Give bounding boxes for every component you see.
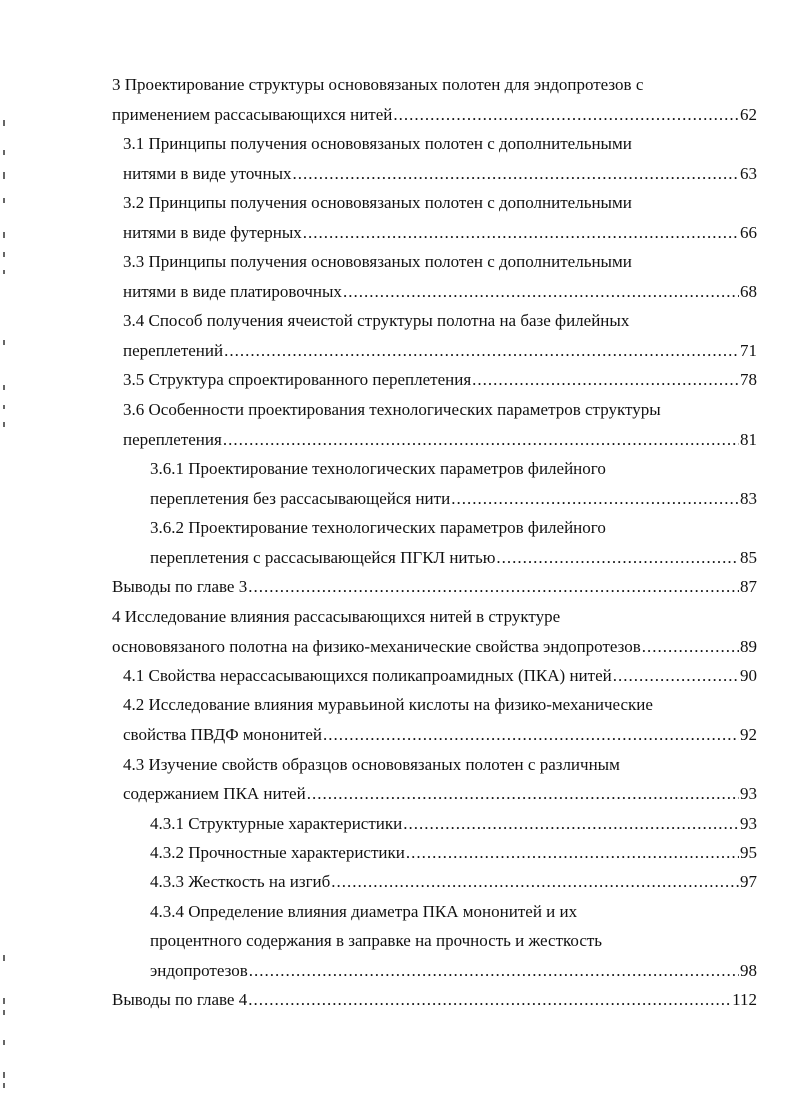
toc-3-6-2-line1: 3.6.2 Проектирование технологических параметров филейного [150,518,606,537]
toc-3-5[interactable]: 3.5 Структура спроектированного переплетения ..... 78 [123,365,757,395]
toc-4-3-4-line1: 4.3.4 Определение влияния диаметра ПКА мононитей и их [150,902,578,921]
toc-ch4-line1: 4 Исследование влияния рассасывающихся нитей в структуре [112,607,561,626]
toc-4-1[interactable]: 4.1 Свойства нерассасывающихся поликапроамидных (ПКА) нитей ..... 90 [123,661,757,691]
toc-3-6-line2[interactable]: переплетения ..... 81 [123,425,757,455]
toc-4-3-2[interactable]: 4.3.2 Прочностные характеристики ..... 95 [150,838,757,868]
toc-3-6-2-line2[interactable]: переплетения с рассасывающейся ПГКЛ нитью ..... 85 [150,543,757,573]
toc-3-2-line2[interactable]: нитями в виде футерных ..... 66 [123,218,757,248]
toc-4-3-line2[interactable]: содержанием ПКА нитей ..... 93 [123,779,757,809]
toc-4-2-line2[interactable]: свойства ПВДФ мононитей ..... 92 [123,720,757,750]
toc-3-4-line1: 3.4 Способ получения ячеистой структуры полотна на базе филейных [123,311,630,330]
toc-ch4-line2[interactable]: основовязаного полотна на физико-механические свойства эндопротезов ..... 89 [112,632,757,662]
toc-3-6-1-line2[interactable]: переплетения без рассасывающейся нити ..... 83 [150,484,757,514]
toc-3-4-line2[interactable]: переплетений ..... 71 [123,336,757,366]
toc-3-3-line2[interactable]: нитями в виде платировочных ..... 68 [123,277,757,307]
toc-4-3-1[interactable]: 4.3.1 Структурные характеристики ..... 93 [150,809,757,839]
toc-ch3-line2[interactable]: применением рассасывающихся нитей ..... 62 [112,100,757,130]
toc-4-2-line1: 4.2 Исследование влияния муравьиной кислоты на физико-механические [123,695,653,714]
toc-3-1-line1: 3.1 Принципы получения основовязаных полотен с дополнительными [123,134,632,153]
toc-3-2-line1: 3.2 Принципы получения основовязаных полотен с дополнительными [123,193,632,212]
toc-4-3-4-line3[interactable]: эндопротезов ..... 98 [150,956,757,986]
toc-3-1-line2[interactable]: нитями в виде уточных ..... 63 [123,159,757,189]
toc-conclusions-ch3[interactable]: Выводы по главе 3 ..... 87 [112,572,757,602]
toc-conclusions-ch4[interactable]: Выводы по главе 4 ..... 112 [112,985,757,1015]
toc-4-3-3[interactable]: 4.3.3 Жесткость на изгиб ..... 97 [150,867,757,897]
toc-ch3-line1: 3 Проектирование структуры основовязаных полотен для эндопротезов с [112,75,644,94]
scan-edge-marks [0,0,20,1095]
toc-4-3-line1: 4.3 Изучение свойств образцов основовязаных полотен с различным [123,755,620,774]
toc-4-3-4-line2: процентного содержания в заправке на прочность и жесткость [150,931,603,950]
toc-3-6-line1: 3.6 Особенности проектирования технологических параметров структуры [123,400,661,419]
toc-3-3-line1: 3.3 Принципы получения основовязаных полотен с дополнительными [123,252,632,271]
toc-3-6-1-line1: 3.6.1 Проектирование технологических параметров филейного [150,459,606,478]
